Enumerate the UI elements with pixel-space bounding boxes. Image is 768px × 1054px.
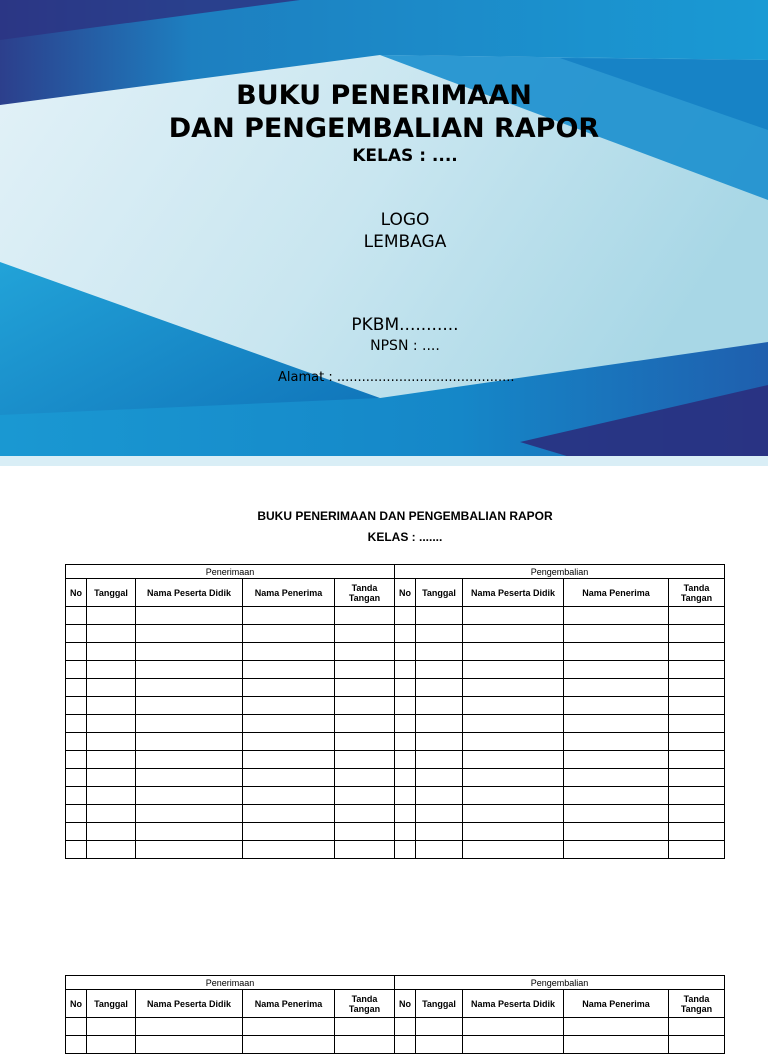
- table-row: [66, 679, 725, 697]
- table-row: [66, 625, 725, 643]
- empty-cell: [395, 625, 416, 643]
- empty-cell: [335, 715, 395, 733]
- empty-cell: [87, 751, 136, 769]
- empty-cell: [243, 1018, 335, 1036]
- empty-cell: [335, 787, 395, 805]
- empty-cell: [87, 625, 136, 643]
- table-row: [66, 1018, 725, 1036]
- col-nama-penerima: Nama Penerima: [564, 579, 669, 607]
- empty-cell: [416, 841, 463, 859]
- empty-cell: [395, 841, 416, 859]
- empty-cell: [416, 1036, 463, 1054]
- col-tanggal: Tanggal: [87, 579, 136, 607]
- empty-cell: [335, 805, 395, 823]
- empty-cell: [243, 1036, 335, 1054]
- empty-cell: [395, 697, 416, 715]
- empty-cell: [395, 805, 416, 823]
- empty-cell: [463, 1036, 564, 1054]
- empty-cell: [66, 823, 87, 841]
- sheet-title: BUKU PENERIMAAN DAN PENGEMBALIAN RAPOR: [257, 509, 553, 523]
- col-nama-penerima: Nama Penerima: [243, 579, 335, 607]
- section-pengembalian: Pengembalian: [395, 565, 725, 579]
- empty-cell: [66, 1018, 87, 1036]
- empty-cell: [395, 679, 416, 697]
- empty-cell: [564, 715, 669, 733]
- section-penerimaan: Penerimaan: [66, 565, 395, 579]
- empty-cell: [243, 661, 335, 679]
- empty-cell: [564, 805, 669, 823]
- empty-cell: [463, 643, 564, 661]
- empty-cell: [416, 679, 463, 697]
- section-pengembalian: Pengembalian: [395, 976, 725, 990]
- empty-cell: [66, 733, 87, 751]
- empty-cell: [136, 751, 243, 769]
- empty-cell: [463, 1018, 564, 1036]
- empty-cell: [463, 715, 564, 733]
- empty-cell: [136, 625, 243, 643]
- empty-cell: [463, 607, 564, 625]
- empty-cell: [136, 679, 243, 697]
- empty-cell: [136, 1018, 243, 1036]
- cover-kelas: KELAS : ....: [352, 146, 458, 166]
- empty-cell: [395, 661, 416, 679]
- empty-cell: [463, 625, 564, 643]
- empty-cell: [564, 697, 669, 715]
- empty-cell: [335, 733, 395, 751]
- empty-cell: [335, 1036, 395, 1054]
- empty-cell: [66, 841, 87, 859]
- empty-cell: [243, 751, 335, 769]
- empty-cell: [463, 697, 564, 715]
- col-tanda-tangan: Tanda Tangan: [335, 990, 395, 1018]
- empty-cell: [669, 751, 725, 769]
- empty-cell: [66, 697, 87, 715]
- empty-cell: [335, 661, 395, 679]
- empty-cell: [87, 733, 136, 751]
- empty-cell: [463, 823, 564, 841]
- empty-cell: [335, 1018, 395, 1036]
- empty-cell: [564, 679, 669, 697]
- empty-cell: [66, 787, 87, 805]
- empty-cell: [66, 679, 87, 697]
- empty-cell: [669, 715, 725, 733]
- empty-cell: [136, 769, 243, 787]
- empty-cell: [87, 715, 136, 733]
- col-nama-peserta-didik: Nama Peserta Didik: [136, 990, 243, 1018]
- cover-title-line1: BUKU PENERIMAAN: [236, 80, 532, 111]
- empty-cell: [395, 1018, 416, 1036]
- empty-cell: [87, 769, 136, 787]
- empty-cell: [395, 733, 416, 751]
- empty-cell: [395, 787, 416, 805]
- empty-cell: [243, 715, 335, 733]
- empty-cell: [669, 805, 725, 823]
- table-row: [66, 697, 725, 715]
- table-row: [66, 1036, 725, 1054]
- table-row: [66, 841, 725, 859]
- empty-cell: [87, 805, 136, 823]
- empty-cell: [335, 751, 395, 769]
- empty-cell: [243, 697, 335, 715]
- empty-cell: [335, 769, 395, 787]
- col-nama-penerima: Nama Penerima: [243, 990, 335, 1018]
- empty-cell: [335, 643, 395, 661]
- empty-cell: [243, 841, 335, 859]
- empty-cell: [463, 661, 564, 679]
- empty-cell: [136, 823, 243, 841]
- empty-cell: [463, 769, 564, 787]
- logo-placeholder-line2: LEMBAGA: [363, 232, 447, 252]
- empty-cell: [66, 1036, 87, 1054]
- empty-cell: [243, 643, 335, 661]
- table-row: [66, 733, 725, 751]
- empty-cell: [669, 679, 725, 697]
- empty-cell: [416, 697, 463, 715]
- empty-cell: [395, 769, 416, 787]
- empty-cell: [564, 841, 669, 859]
- col-tanggal: Tanggal: [87, 990, 136, 1018]
- rapor-table-2: [65, 975, 725, 1054]
- empty-cell: [395, 715, 416, 733]
- col-tanda-tangan: Tanda Tangan: [669, 990, 725, 1018]
- col-tanda-tangan: Tanda Tangan: [335, 579, 395, 607]
- empty-cell: [335, 697, 395, 715]
- empty-cell: [564, 643, 669, 661]
- empty-cell: [669, 1036, 725, 1054]
- empty-cell: [463, 733, 564, 751]
- empty-cell: [564, 625, 669, 643]
- empty-cell: [243, 823, 335, 841]
- empty-cell: [395, 607, 416, 625]
- empty-cell: [66, 769, 87, 787]
- empty-cell: [87, 607, 136, 625]
- empty-cell: [669, 661, 725, 679]
- empty-cell: [136, 661, 243, 679]
- empty-cell: [136, 805, 243, 823]
- sheet-kelas: KELAS : .......: [367, 530, 443, 544]
- table-row: [66, 823, 725, 841]
- empty-cell: [416, 733, 463, 751]
- empty-cell: [564, 787, 669, 805]
- empty-cell: [87, 679, 136, 697]
- empty-cell: [87, 1018, 136, 1036]
- empty-cell: [243, 769, 335, 787]
- empty-cell: [243, 679, 335, 697]
- empty-cell: [136, 841, 243, 859]
- empty-cell: [136, 643, 243, 661]
- col-no: No: [66, 990, 87, 1018]
- institution-address: Alamat : ...........................................: [278, 370, 515, 385]
- empty-cell: [87, 841, 136, 859]
- empty-cell: [463, 751, 564, 769]
- empty-cell: [564, 823, 669, 841]
- empty-cell: [395, 1036, 416, 1054]
- empty-cell: [669, 787, 725, 805]
- empty-cell: [669, 823, 725, 841]
- col-tanda-tangan: Tanda Tangan: [669, 579, 725, 607]
- col-nama-peserta-didik: Nama Peserta Didik: [463, 990, 564, 1018]
- empty-cell: [136, 607, 243, 625]
- empty-cell: [416, 715, 463, 733]
- institution-name: PKBM...........: [351, 315, 459, 335]
- section-penerimaan: Penerimaan: [66, 976, 395, 990]
- empty-cell: [136, 787, 243, 805]
- empty-cell: [416, 787, 463, 805]
- empty-cell: [669, 769, 725, 787]
- empty-cell: [136, 1036, 243, 1054]
- empty-cell: [136, 733, 243, 751]
- empty-cell: [416, 661, 463, 679]
- empty-cell: [669, 841, 725, 859]
- empty-cell: [669, 607, 725, 625]
- cover-title-line2: DAN PENGEMBALIAN RAPOR: [168, 113, 600, 144]
- table-row: [66, 643, 725, 661]
- empty-cell: [87, 823, 136, 841]
- empty-cell: [669, 625, 725, 643]
- table-row: [66, 751, 725, 769]
- empty-cell: [243, 805, 335, 823]
- empty-cell: [564, 1018, 669, 1036]
- empty-cell: [87, 1036, 136, 1054]
- empty-cell: [66, 625, 87, 643]
- empty-cell: [243, 607, 335, 625]
- empty-cell: [66, 751, 87, 769]
- empty-cell: [87, 787, 136, 805]
- empty-cell: [463, 787, 564, 805]
- col-tanggal: Tanggal: [416, 990, 463, 1018]
- empty-cell: [243, 787, 335, 805]
- logo-placeholder-line1: LOGO: [380, 210, 430, 230]
- empty-cell: [416, 769, 463, 787]
- cover-page: [0, 0, 768, 466]
- col-no: No: [395, 990, 416, 1018]
- institution-npsn: NPSN : ....: [370, 338, 440, 354]
- col-no: No: [66, 579, 87, 607]
- empty-cell: [416, 823, 463, 841]
- table-row: [66, 661, 725, 679]
- empty-cell: [243, 625, 335, 643]
- empty-cell: [463, 841, 564, 859]
- table-row: [66, 607, 725, 625]
- empty-cell: [335, 625, 395, 643]
- empty-cell: [564, 769, 669, 787]
- empty-cell: [87, 697, 136, 715]
- empty-cell: [395, 751, 416, 769]
- empty-cell: [87, 643, 136, 661]
- empty-cell: [66, 715, 87, 733]
- empty-cell: [564, 751, 669, 769]
- rapor-table-1: [65, 564, 725, 859]
- empty-cell: [463, 679, 564, 697]
- empty-cell: [335, 679, 395, 697]
- empty-cell: [395, 643, 416, 661]
- table-row: [66, 787, 725, 805]
- table-row: [66, 805, 725, 823]
- empty-cell: [136, 697, 243, 715]
- table-row: [66, 769, 725, 787]
- empty-cell: [463, 805, 564, 823]
- col-nama-peserta-didik: Nama Peserta Didik: [136, 579, 243, 607]
- empty-cell: [335, 607, 395, 625]
- empty-cell: [66, 805, 87, 823]
- col-tanggal: Tanggal: [416, 579, 463, 607]
- empty-cell: [335, 823, 395, 841]
- empty-cell: [66, 661, 87, 679]
- empty-cell: [669, 1018, 725, 1036]
- col-no: No: [395, 579, 416, 607]
- empty-cell: [136, 715, 243, 733]
- empty-cell: [243, 733, 335, 751]
- empty-cell: [564, 607, 669, 625]
- empty-cell: [416, 751, 463, 769]
- empty-cell: [564, 1036, 669, 1054]
- table-row: [66, 715, 725, 733]
- empty-cell: [669, 733, 725, 751]
- col-nama-penerima: Nama Penerima: [564, 990, 669, 1018]
- empty-cell: [669, 643, 725, 661]
- empty-cell: [416, 805, 463, 823]
- empty-cell: [416, 643, 463, 661]
- empty-cell: [564, 733, 669, 751]
- empty-cell: [564, 661, 669, 679]
- empty-cell: [669, 697, 725, 715]
- empty-cell: [395, 823, 416, 841]
- empty-cell: [416, 1018, 463, 1036]
- empty-cell: [66, 607, 87, 625]
- col-nama-peserta-didik: Nama Peserta Didik: [463, 579, 564, 607]
- empty-cell: [66, 643, 87, 661]
- empty-cell: [87, 661, 136, 679]
- empty-cell: [416, 625, 463, 643]
- empty-cell: [335, 841, 395, 859]
- empty-cell: [416, 607, 463, 625]
